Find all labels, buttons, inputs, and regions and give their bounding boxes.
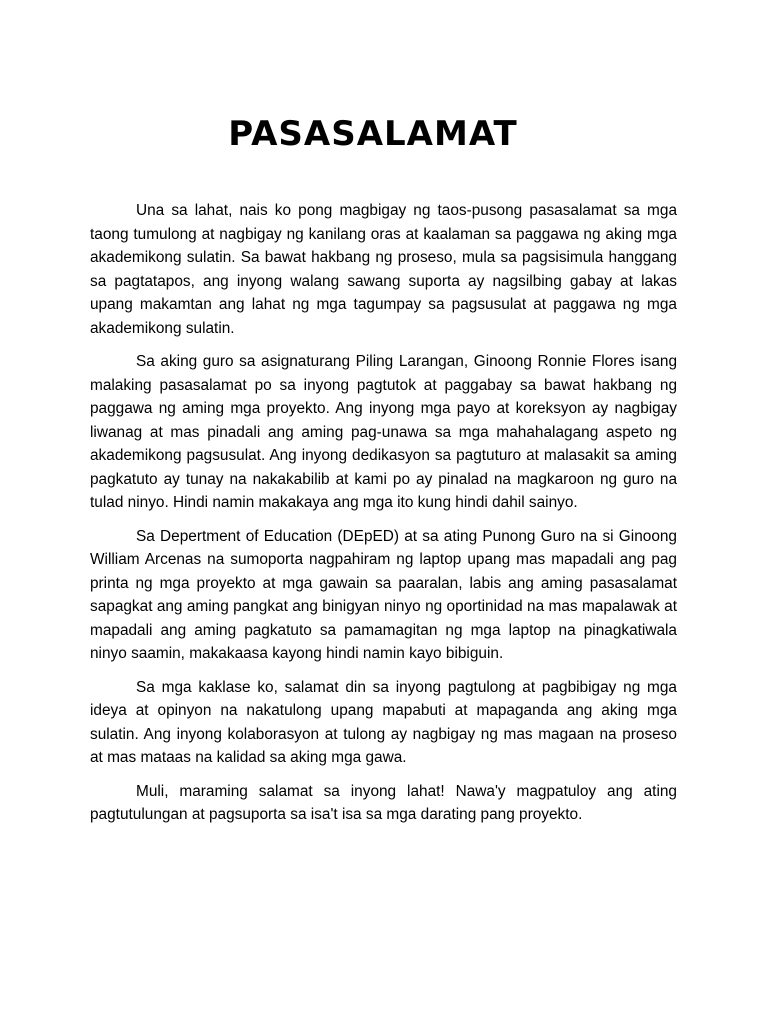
document-body (90, 199, 677, 837)
paragraph-deped: Sa Depertment of Education (DEpED) at sa ating Punong Guro na si Ginoong William Arcenas na sumoporta nagpahiram ng laptop upang mas mapadali ang pag printa ng mga proyekto at mga gawain sa paaralan, labis ang aming pasasalamat sapagkat ang aming pangkat ang binigyan ninyo ng oportinidad na mas mapalawak at mapadali ang aming pagkatuto sa pamamagitan ng mga laptop na pinagkatiwala ninyo saamin, makakaasa kayong hindi namin kayo bibiguin. (90, 527, 677, 662)
paragraph-closing: Muli, maraming salamat sa inyong lahat! Nawa'y magpatuloy ang ating pagtutulungan at pagsuporta sa isa't isa sa mga darating pang proyekto. (90, 782, 677, 823)
paragraph-intro: Una sa lahat, nais ko pong magbigay ng taos-pusong pasasalamat sa mga taong tumulong at nagbigay ng kanilang oras at kaalaman sa paggawa ng aking mga akademikong sulatin. Sa bawat hakbang ng proseso, mula sa pagsisimula hanggang sa pagtatapos, ang inyong walang sawang suporta ay nagsilbing gabay at lakas upang makamtan ang lahat ng mga tagumpay sa pagsusulat at paggawa ng mga akademikong sulatin. (90, 202, 677, 337)
paragraph-classmates: Sa mga kaklase ko, salamat din sa inyong pagtulong at pagbibigay ng mga ideya at opinyon na nakatulong upang mapabuti at mapaganda ang aking mga sulatin. Ang inyong kolaborasyon at tulong ay nagbigay ng mas magaan na proseso at mas mataas na kalidad sa aking mga gawa. (90, 678, 677, 766)
paragraph-teacher: Sa aking guro sa asignaturang Piling Larangan, Ginoong Ronnie Flores isang malaking pasasalamat po sa inyong pagtutok at paggabay sa bawat hakbang ng paggawa ng aming mga proyekto. Ang inyong mga payo at koreksyon ay nagbigay liwanag at mas pinadali ang aming pag-unawa sa mga mahahalagang aspeto ng akademikong pagsusulat. Ang inyong dedikasyon sa pagtuturo at malasakit sa aming pagkatuto ay tunay na nakakabilib at kami po ay pinalad na magkaroon ng guro na tulad ninyo. Hindi namin makakaya ang mga ito kung hindi dahil sainyo. (90, 353, 677, 511)
document-title: PASASALAMAT (228, 114, 518, 154)
